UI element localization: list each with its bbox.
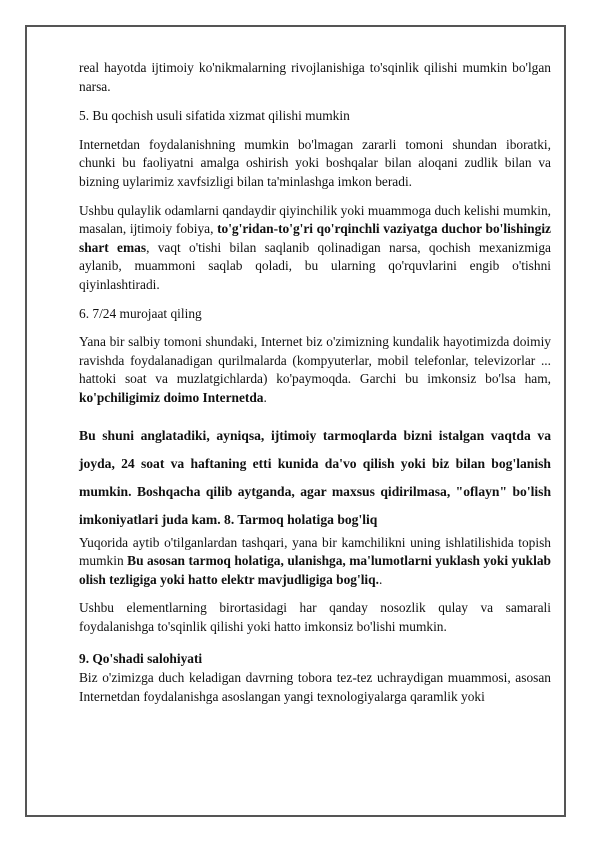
- paragraph-1: real hayotda ijtimoiy ko'nikmalarning rivojlanishiga to'sqinlik qilishi mumkin bo'lgan narsa.: [79, 60, 551, 94]
- section-heading-9: 9. Qo'shadi salohiyati: [79, 651, 203, 667]
- document-body: [79, 59, 551, 706]
- paragraph-3-text-a: Ushbu qulaylik odamlarni qandaydir qiyinchilik yoki muammoga duch kelishi mumkin, masalan, ijtimoiy fobiya,: [79, 202, 551, 237]
- paragraph-4-bold: ko'pchiligimiz doimo Internetda: [79, 389, 264, 405]
- paragraph-8: Biz o'zimizga duch keladigan davrning tobora tez-tez uchraydigan muammosi, asosan Internetdan foydalanishga asoslangan yangi texnologiyalarga qaramlik yoki: [79, 670, 551, 704]
- paragraph-6-bold: Bu asosan tarmoq holatiga, ulanishga, ma'lumotlarni yuklash yoki yuklab olish tezligiga yoki hatto elektr mavjudligiga bog'liq.: [79, 553, 551, 587]
- paragraph-5-bold: Bu shuni anglatadiki, ayniqsa, ijtimoiy tarmoqlarda bizni istalgan vaqtda va joyda, 24 soat va haftaning etti kunida da'vo qilish yoki biz bilan bog'lanish mumkin. Boshqacha qilib aytganda, agar maxsus qidirilmasa, "oflayn" bo'lish imkoniyatlari juda kam. 8. Tarmoq holatiga bog'liq: [79, 427, 551, 527]
- paragraph-3-bold: to'g'ridan-to'g'ri qo'rqinchli vaziyatga duchor bo'lishingiz shart emas: [79, 221, 551, 255]
- paragraph-6-text-c: .: [378, 571, 383, 587]
- paragraph-6-text-a: Yuqorida aytib o'tilganlardan tashqari, yana bir kamchilikni uning ishlatilishida topish mumkin: [79, 534, 551, 569]
- paragraph-4-text-a: Yana bir salbiy tomoni shundaki, Internet biz o'zimizning kundalik hayotimizda doimiy ravishda foydalanadigan qurilmalarda (kompyuterlar, mobil telefonlar, televizorlar ... hattoki soat va muzlatgichlarda) ko'paymoqda. Garchi bu imkonsiz bo'lsa ham,: [79, 334, 551, 387]
- paragraph-3-text-c: , vaqt o'tishi bilan saqlanib qolinadigan narsa, qochish mexanizmiga aylanib, muammoni saqlab qoladi, bu ularning qo'rquvlarini engib o'tishni qiyinlashtiradi.: [79, 239, 551, 292]
- paragraph-2-text: Internetdan foydalanishning mumkin bo'lmagan zararli tomoni shundan iboratki, chunki bu faoliyatni amalga oshirish yoki boshqalar bilan aloqani zudlik bilan va bizning uylarimiz xavfsizligi bilan ta'minlashga imkon beradi.: [79, 136, 551, 189]
- paragraph-7: Ushbu elementlarning birortasidagi har qanday nosozlik qulay va samarali foydalanishga to'sqinlik qilishi yoki hatto imkonsiz bo'lishi mumkin.: [79, 600, 551, 634]
- paragraph-4-text-c: .: [263, 389, 267, 405]
- paragraph-6: [79, 534, 551, 590]
- section-heading-5: 5. Bu qochish usuli sifatida xizmat qilishi mumkin: [79, 108, 350, 124]
- paragraph-2: [79, 136, 551, 192]
- section-heading-6: 6. 7/24 murojaat qiling: [79, 305, 202, 321]
- paragraph-4: [79, 333, 551, 407]
- paragraph-3: [79, 202, 551, 295]
